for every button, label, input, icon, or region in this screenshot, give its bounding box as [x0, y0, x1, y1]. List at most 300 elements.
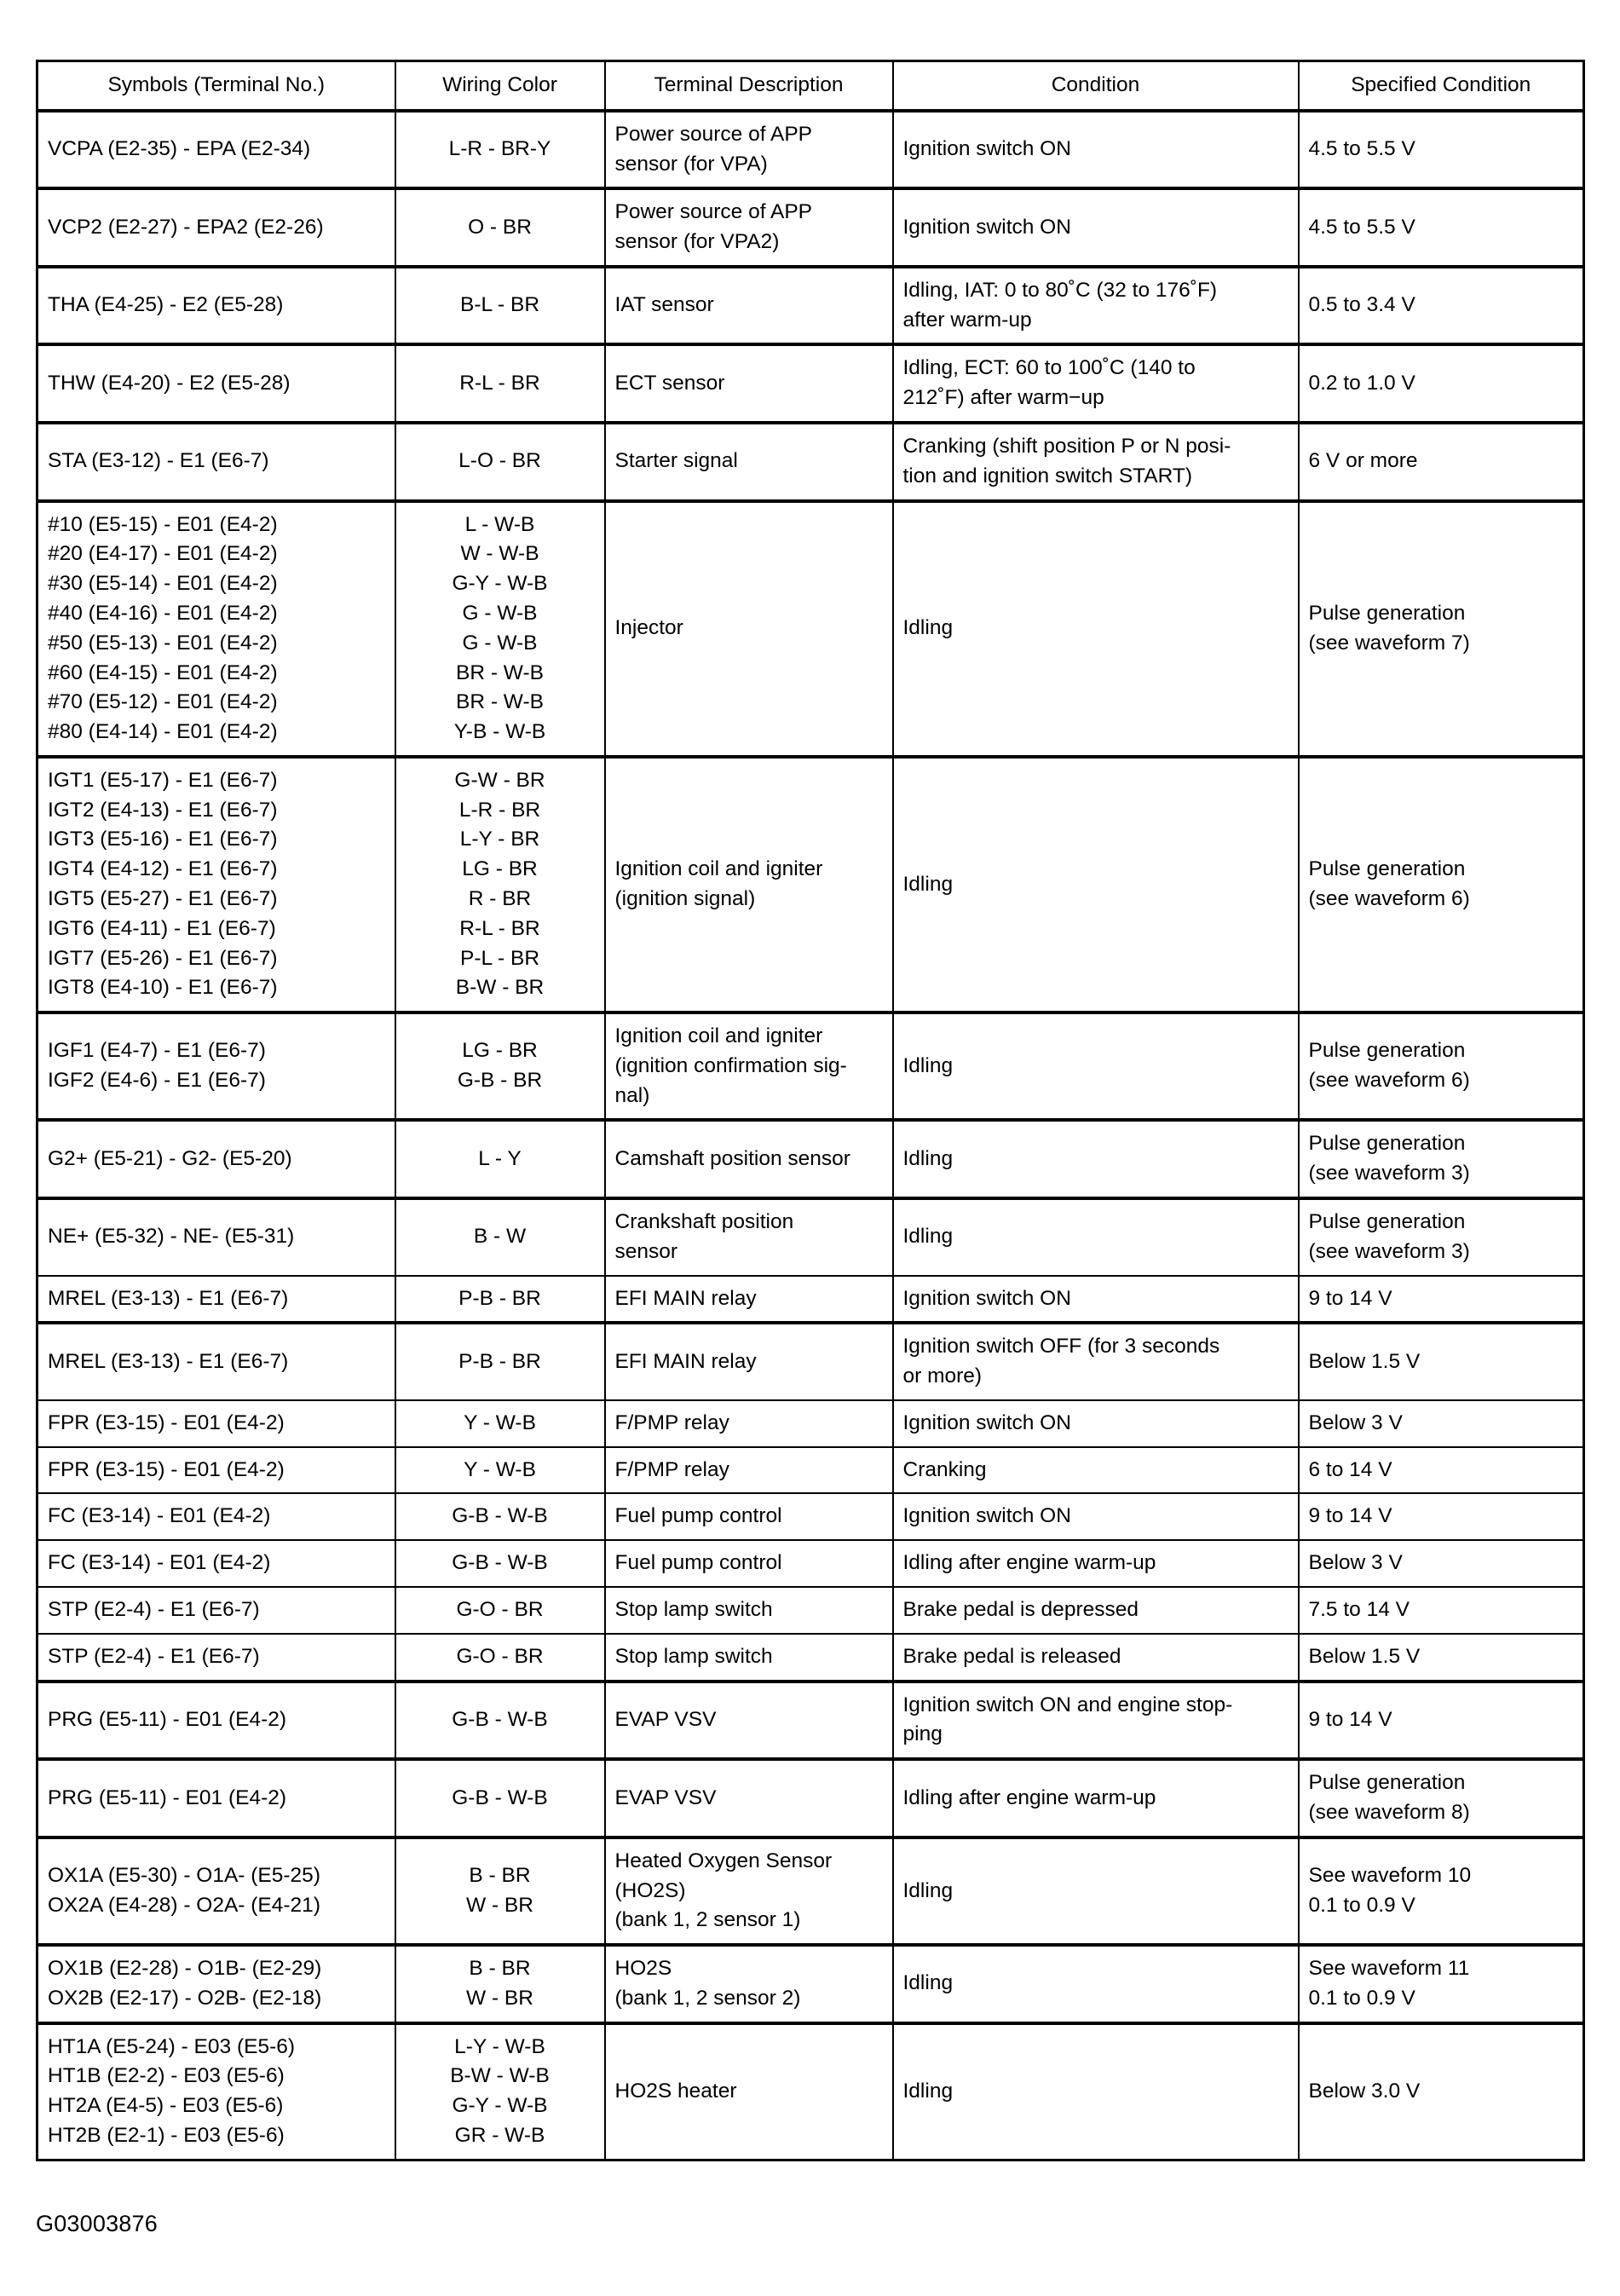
- table-row: [37, 1120, 1584, 1198]
- table-row: [37, 1759, 1584, 1837]
- cell-symbols-line: NE+ (E5-32) - NE- (E5-31): [48, 1225, 295, 1249]
- table-header-row: [37, 61, 1584, 111]
- cell-wiring_color-line: L-Y - W-B: [454, 2034, 545, 2058]
- cell-specified: [1299, 423, 1584, 501]
- cell-description-line: F/PMP relay: [614, 1457, 729, 1481]
- cell-specified-line: 0.1 to 0.9 V: [1308, 1986, 1415, 2010]
- cell-condition: [893, 267, 1299, 345]
- cell-description-line: F/PMP relay: [614, 1410, 729, 1434]
- cell-wiring_color-line: L - W-B: [464, 512, 535, 536]
- table-row: [37, 757, 1584, 1012]
- cell-condition-line: Idling, ECT: 60 to 100˚C (140 to: [902, 356, 1196, 380]
- cell-specified: [1299, 1012, 1584, 1120]
- cell-wiring_color-line: P-B - BR: [458, 1286, 541, 1310]
- cell-symbols-line: OX2B (E2-17) - O2B- (E2-18): [48, 1986, 322, 2010]
- cell-wiring_color-line: Y-B - W-B: [453, 720, 546, 744]
- cell-condition: [893, 423, 1299, 501]
- cell-description-line: ECT sensor: [614, 371, 725, 395]
- table-body: [37, 111, 1584, 2160]
- terminal-specification-table: [36, 60, 1585, 2161]
- cell-symbols-line: IGT4 (E4-12) - E1 (E6-7): [48, 857, 278, 881]
- cell-condition-line: Ignition switch OFF (for 3 seconds: [902, 1335, 1220, 1359]
- cell-wiring_color-line: LG - BR: [462, 857, 538, 881]
- cell-symbols: [37, 1120, 395, 1198]
- cell-specified: [1299, 267, 1584, 345]
- cell-specified: [1299, 1120, 1584, 1198]
- cell-symbols: [37, 1447, 395, 1494]
- cell-wiring_color-line: G-Y - W-B: [452, 2094, 548, 2118]
- cell-symbols-line: HT2A (E4-5) - E03 (E5-6): [48, 2094, 284, 2118]
- cell-wiring_color-line: L-R - BR: [458, 798, 541, 822]
- cell-wiring_color: [395, 1587, 605, 1634]
- cell-description: [605, 1682, 893, 1760]
- cell-symbols-line: HT1B (E2-2) - E03 (E5-6): [48, 2064, 285, 2088]
- cell-wiring_color: [395, 267, 605, 345]
- cell-wiring_color-line: W - W-B: [460, 542, 539, 566]
- cell-wiring_color-line: GR - W-B: [454, 2123, 545, 2147]
- cell-specified-line: (see waveform 3): [1308, 1239, 1470, 1263]
- cell-description: [605, 1276, 893, 1324]
- cell-wiring_color-line: P-B - BR: [458, 1349, 541, 1373]
- cell-symbols: [37, 1540, 395, 1587]
- cell-symbols: [37, 423, 395, 501]
- cell-wiring_color-line: G-B - W-B: [452, 1551, 548, 1575]
- cell-wiring_color: [395, 1323, 605, 1400]
- cell-symbols-line: IGF2 (E4-6) - E1 (E6-7): [48, 1069, 266, 1093]
- cell-symbols: [37, 757, 395, 1012]
- cell-wiring_color: [395, 1759, 605, 1837]
- cell-specified-line: 4.5 to 5.5 V: [1308, 137, 1415, 161]
- cell-symbols-line: IGT3 (E5-16) - E1 (E6-7): [48, 828, 278, 851]
- cell-specified: [1299, 188, 1584, 267]
- cell-specified: [1299, 757, 1584, 1012]
- cell-symbols-line: STA (E3-12) - E1 (E6-7): [48, 449, 269, 473]
- cell-description: [605, 757, 893, 1012]
- cell-symbols-line: FC (E3-14) - E01 (E4-2): [48, 1504, 271, 1528]
- cell-symbols-line: STP (E2-4) - E1 (E6-7): [48, 1644, 260, 1668]
- cell-wiring_color-line: B-W - BR: [455, 976, 545, 1000]
- table-row: [37, 1945, 1584, 2023]
- cell-specified-line: (see waveform 7): [1308, 631, 1470, 655]
- cell-symbols-line: IGT8 (E4-10) - E1 (E6-7): [48, 976, 278, 1000]
- cell-description: [605, 1759, 893, 1837]
- cell-condition-line: Idling: [902, 1878, 954, 1902]
- cell-symbols: [37, 1012, 395, 1120]
- cell-symbols: [37, 344, 395, 423]
- table-row: [37, 1012, 1584, 1120]
- cell-symbols-line: THW (E4-20) - E2 (E5-28): [48, 371, 291, 395]
- cell-symbols-line: HT1A (E5-24) - E03 (E5-6): [48, 2034, 296, 2058]
- cell-condition-line: Brake pedal is depressed: [902, 1598, 1139, 1622]
- cell-specified: [1299, 111, 1584, 189]
- cell-condition: [893, 1493, 1299, 1540]
- column-header-wiring-color: Wiring Color: [395, 61, 605, 111]
- cell-symbols: [37, 2023, 395, 2160]
- table-header: [37, 61, 1584, 111]
- cell-description-line: Camshaft position sensor: [614, 1146, 850, 1170]
- cell-condition-line: Idling: [902, 1053, 954, 1077]
- cell-symbols-line: #60 (E4-15) - E01 (E4-2): [48, 661, 278, 684]
- cell-description-line: (bank 1, 2 sensor 1): [614, 1908, 801, 1932]
- cell-wiring_color-line: G-B - W-B: [452, 1707, 548, 1731]
- terminal-specification-table-container: [36, 60, 1583, 2161]
- cell-wiring_color-line: L-R - BR-Y: [448, 137, 551, 161]
- cell-symbols: [37, 1759, 395, 1837]
- cell-symbols-line: PRG (E5-11) - E01 (E4-2): [48, 1785, 287, 1809]
- cell-condition-line: Idling: [902, 1225, 954, 1249]
- cell-condition: [893, 501, 1299, 757]
- cell-symbols-line: IGT6 (E4-11) - E1 (E6-7): [48, 916, 276, 940]
- cell-condition-line: 212˚F) after warm−up: [902, 386, 1104, 410]
- cell-description-line: (ignition confirmation sig-: [614, 1053, 847, 1077]
- cell-condition-line: Idling: [902, 1146, 954, 1170]
- cell-description: [605, 2023, 893, 2160]
- cell-condition-line: or more): [902, 1364, 983, 1388]
- cell-symbols: [37, 1198, 395, 1276]
- cell-description-line: Heated Oxygen Sensor: [614, 1849, 833, 1872]
- cell-specified-line: Below 1.5 V: [1308, 1349, 1421, 1373]
- cell-condition: [893, 1634, 1299, 1682]
- cell-description-line: Fuel pump control: [614, 1551, 782, 1575]
- cell-specified-line: Pulse generation: [1308, 1039, 1466, 1063]
- cell-description-line: HO2S: [614, 1957, 672, 1981]
- cell-specified: [1299, 1837, 1584, 1945]
- cell-condition-line: Idling: [902, 616, 954, 640]
- cell-condition-line: Idling, IAT: 0 to 80˚C (32 to 176˚F): [902, 278, 1218, 302]
- cell-condition-line: Idling after engine warm-up: [902, 1551, 1156, 1575]
- cell-symbols-line: #70 (E5-12) - E01 (E4-2): [48, 690, 278, 714]
- cell-specified: [1299, 1493, 1584, 1540]
- table-row: [37, 188, 1584, 267]
- cell-description: [605, 267, 893, 345]
- cell-specified: [1299, 2023, 1584, 2160]
- cell-specified: [1299, 1400, 1584, 1447]
- cell-wiring_color-line: L - Y: [478, 1146, 522, 1170]
- cell-wiring_color-line: B - BR: [469, 1864, 531, 1888]
- cell-wiring_color: [395, 1012, 605, 1120]
- cell-specified-line: 6 to 14 V: [1308, 1457, 1392, 1481]
- cell-symbols-line: VCPA (E2-35) - EPA (E2-34): [48, 137, 311, 161]
- cell-symbols: [37, 1276, 395, 1324]
- cell-specified: [1299, 1323, 1584, 1400]
- cell-description-line: EFI MAIN relay: [614, 1286, 757, 1310]
- cell-condition: [893, 1540, 1299, 1587]
- cell-wiring_color-line: R - BR: [468, 886, 532, 910]
- cell-wiring_color-line: R-L - BR: [459, 371, 540, 395]
- cell-specified-line: 9 to 14 V: [1308, 1707, 1392, 1731]
- cell-specified-line: 9 to 14 V: [1308, 1286, 1392, 1310]
- cell-specified: [1299, 501, 1584, 757]
- cell-specified-line: Pulse generation: [1308, 1210, 1466, 1233]
- cell-description-line: HO2S heater: [614, 2079, 737, 2103]
- cell-specified: [1299, 1276, 1584, 1324]
- cell-symbols: [37, 111, 395, 189]
- cell-symbols-line: OX1B (E2-28) - O1B- (E2-29): [48, 1957, 322, 1981]
- cell-wiring_color: [395, 1447, 605, 1494]
- cell-wiring_color: [395, 1634, 605, 1682]
- cell-specified: [1299, 1587, 1584, 1634]
- cell-description: [605, 1400, 893, 1447]
- cell-symbols-line: #10 (E5-15) - E01 (E4-2): [48, 512, 278, 536]
- cell-condition-line: ping: [902, 1722, 943, 1746]
- cell-symbols-line: #40 (E4-16) - E01 (E4-2): [48, 601, 278, 625]
- cell-condition-line: tion and ignition switch START): [902, 464, 1193, 487]
- cell-symbols-line: OX1A (E5-30) - O1A- (E5-25): [48, 1864, 320, 1888]
- cell-wiring_color: [395, 2023, 605, 2160]
- cell-symbols-line: MREL (E3-13) - E1 (E6-7): [48, 1286, 289, 1310]
- cell-specified-line: 7.5 to 14 V: [1308, 1598, 1410, 1622]
- cell-wiring_color-line: G-B - BR: [457, 1069, 543, 1093]
- cell-symbols-line: IGT1 (E5-17) - E1 (E6-7): [48, 768, 278, 792]
- table-row: [37, 344, 1584, 423]
- cell-description-line: (HO2S): [614, 1878, 686, 1902]
- cell-specified-line: 9 to 14 V: [1308, 1504, 1392, 1528]
- cell-symbols-line: IGT2 (E4-13) - E1 (E6-7): [48, 798, 278, 822]
- cell-wiring_color: [395, 423, 605, 501]
- cell-symbols-line: HT2B (E2-1) - E03 (E5-6): [48, 2123, 285, 2147]
- cell-condition: [893, 1276, 1299, 1324]
- cell-specified-line: Below 3 V: [1308, 1551, 1403, 1575]
- table-row: [37, 1276, 1584, 1324]
- cell-specified-line: See waveform 11: [1308, 1957, 1470, 1981]
- cell-description: [605, 111, 893, 189]
- cell-wiring_color: [395, 1945, 605, 2023]
- cell-wiring_color-line: BR - W-B: [456, 661, 544, 684]
- cell-symbols: [37, 267, 395, 345]
- cell-wiring_color-line: W - BR: [466, 1893, 533, 1917]
- cell-description-line: sensor (for VPA): [614, 152, 768, 176]
- cell-wiring_color-line: Y - W-B: [464, 1410, 536, 1434]
- cell-description-line: (bank 1, 2 sensor 2): [614, 1986, 801, 2010]
- cell-wiring_color: [395, 1120, 605, 1198]
- cell-condition-line: Ignition switch ON: [902, 1504, 1071, 1528]
- cell-condition: [893, 344, 1299, 423]
- cell-description-line: Stop lamp switch: [614, 1598, 773, 1622]
- cell-specified-line: See waveform 10: [1308, 1864, 1472, 1888]
- cell-wiring_color: [395, 1540, 605, 1587]
- cell-description: [605, 1837, 893, 1945]
- cell-wiring_color-line: G-O - BR: [456, 1598, 544, 1622]
- cell-wiring_color: [395, 1400, 605, 1447]
- cell-symbols-line: VCP2 (E2-27) - EPA2 (E2-26): [48, 215, 324, 239]
- cell-description: [605, 501, 893, 757]
- cell-description: [605, 1540, 893, 1587]
- cell-description-line: Injector: [614, 616, 683, 640]
- cell-description-line: sensor (for VPA2): [614, 230, 780, 254]
- table-row: [37, 111, 1584, 189]
- cell-condition-line: after warm-up: [902, 308, 1032, 332]
- cell-wiring_color-line: G - W-B: [462, 631, 538, 655]
- cell-specified: [1299, 1198, 1584, 1276]
- cell-description: [605, 1493, 893, 1540]
- cell-condition: [893, 1447, 1299, 1494]
- cell-symbols-line: STP (E2-4) - E1 (E6-7): [48, 1598, 260, 1622]
- cell-condition-line: Cranking (shift position P or N posi-: [902, 435, 1231, 459]
- figure-reference-code: G03003876: [36, 2211, 158, 2236]
- cell-symbols: [37, 1587, 395, 1634]
- cell-wiring_color-line: W - BR: [466, 1986, 533, 2010]
- cell-symbols: [37, 1493, 395, 1540]
- cell-specified-line: Below 3.0 V: [1308, 2079, 1421, 2103]
- cell-condition-line: Cranking: [902, 1457, 987, 1481]
- cell-wiring_color-line: R-L - BR: [459, 916, 540, 940]
- cell-specified: [1299, 1447, 1584, 1494]
- cell-description-line: Fuel pump control: [614, 1504, 782, 1528]
- column-header-specified-condition: Specified Condition: [1299, 61, 1584, 111]
- cell-condition-line: Idling: [902, 872, 954, 896]
- cell-condition-line: Ignition switch ON and engine stop-: [902, 1693, 1233, 1716]
- cell-symbols-line: MREL (E3-13) - E1 (E6-7): [48, 1349, 289, 1373]
- cell-symbols-line: PRG (E5-11) - E01 (E4-2): [48, 1707, 287, 1731]
- cell-wiring_color-line: B-L - BR: [459, 293, 540, 317]
- cell-condition: [893, 1198, 1299, 1276]
- column-header-condition: Condition: [893, 61, 1299, 111]
- cell-wiring_color: [395, 1493, 605, 1540]
- cell-condition-line: Brake pedal is released: [902, 1644, 1121, 1668]
- cell-description-line: sensor: [614, 1239, 678, 1263]
- cell-wiring_color: [395, 1276, 605, 1324]
- table-row: [37, 1540, 1584, 1587]
- cell-condition: [893, 1323, 1299, 1400]
- cell-condition: [893, 1120, 1299, 1198]
- table-row: [37, 1837, 1584, 1945]
- cell-wiring_color-line: Y - W-B: [464, 1457, 536, 1481]
- cell-description: [605, 1634, 893, 1682]
- cell-wiring_color: [395, 1682, 605, 1760]
- cell-description-line: Crankshaft position: [614, 1210, 794, 1233]
- cell-wiring_color: [395, 1837, 605, 1945]
- cell-symbols-line: #50 (E5-13) - E01 (E4-2): [48, 631, 278, 655]
- table-row: [37, 1587, 1584, 1634]
- cell-wiring_color-line: G-B - W-B: [452, 1785, 548, 1809]
- cell-condition-line: Ignition switch ON: [902, 1410, 1071, 1434]
- cell-wiring_color: [395, 757, 605, 1012]
- cell-wiring_color-line: B - BR: [469, 1957, 531, 1981]
- cell-specified-line: (see waveform 6): [1308, 1069, 1470, 1093]
- table-row: [37, 1682, 1584, 1760]
- cell-condition: [893, 1012, 1299, 1120]
- table-row: [37, 501, 1584, 757]
- cell-symbols-line: #80 (E4-14) - E01 (E4-2): [48, 720, 278, 744]
- cell-condition: [893, 757, 1299, 1012]
- cell-condition: [893, 1587, 1299, 1634]
- cell-description-line: Power source of APP: [614, 122, 813, 146]
- cell-wiring_color-line: G-B - W-B: [452, 1504, 548, 1528]
- table-row: [37, 1634, 1584, 1682]
- cell-description-line: Ignition coil and igniter: [614, 857, 823, 881]
- cell-wiring_color-line: L-Y - BR: [459, 828, 540, 851]
- cell-description-line: EVAP VSV: [614, 1707, 717, 1731]
- cell-description: [605, 1323, 893, 1400]
- cell-wiring_color: [395, 188, 605, 267]
- column-header-terminal-description: Terminal Description: [605, 61, 893, 111]
- cell-condition-line: Idling: [902, 1971, 954, 1995]
- cell-symbols-line: G2+ (E5-21) - G2- (E5-20): [48, 1146, 292, 1170]
- cell-wiring_color-line: O - BR: [468, 215, 532, 239]
- cell-description: [605, 1447, 893, 1494]
- cell-wiring_color-line: LG - BR: [462, 1039, 538, 1063]
- cell-condition-line: Idling: [902, 2079, 954, 2103]
- cell-specified: [1299, 1682, 1584, 1760]
- cell-condition: [893, 188, 1299, 267]
- cell-description: [605, 1120, 893, 1198]
- cell-condition-line: Idling after engine warm-up: [902, 1785, 1156, 1809]
- table-row: [37, 2023, 1584, 2160]
- cell-specified: [1299, 1945, 1584, 2023]
- cell-condition: [893, 2023, 1299, 2160]
- cell-condition: [893, 111, 1299, 189]
- cell-description-line: Power source of APP: [614, 200, 813, 224]
- cell-symbols: [37, 1682, 395, 1760]
- cell-symbols: [37, 188, 395, 267]
- cell-description: [605, 1945, 893, 2023]
- cell-condition-line: Ignition switch ON: [902, 1286, 1071, 1310]
- cell-symbols: [37, 1323, 395, 1400]
- cell-specified-line: Pulse generation: [1308, 601, 1466, 625]
- table-row: [37, 1447, 1584, 1494]
- cell-specified-line: Pulse generation: [1308, 1132, 1466, 1156]
- cell-description-line: IAT sensor: [614, 293, 714, 317]
- cell-wiring_color-line: G - W-B: [462, 601, 538, 625]
- table-row: [37, 1400, 1584, 1447]
- cell-condition: [893, 1400, 1299, 1447]
- table-row: [37, 1493, 1584, 1540]
- cell-description: [605, 1198, 893, 1276]
- cell-condition: [893, 1759, 1299, 1837]
- cell-wiring_color-line: G-Y - W-B: [452, 572, 548, 596]
- cell-specified-line: (see waveform 3): [1308, 1162, 1470, 1185]
- cell-description: [605, 1587, 893, 1634]
- cell-wiring_color: [395, 344, 605, 423]
- cell-description-line: nal): [614, 1083, 650, 1107]
- cell-symbols: [37, 1400, 395, 1447]
- cell-specified-line: Pulse generation: [1308, 857, 1466, 881]
- cell-symbols-line: FC (E3-14) - E01 (E4-2): [48, 1551, 271, 1575]
- cell-description-line: Ignition coil and igniter: [614, 1024, 823, 1048]
- cell-specified-line: 0.2 to 1.0 V: [1308, 371, 1415, 395]
- cell-wiring_color: [395, 111, 605, 189]
- cell-condition: [893, 1682, 1299, 1760]
- cell-specified-line: 6 V or more: [1308, 449, 1418, 473]
- cell-description-line: (ignition signal): [614, 886, 756, 910]
- cell-wiring_color: [395, 501, 605, 757]
- cell-specified-line: Below 3 V: [1308, 1410, 1403, 1434]
- cell-specified-line: Below 1.5 V: [1308, 1644, 1421, 1668]
- cell-symbols-line: #30 (E5-14) - E01 (E4-2): [48, 572, 278, 596]
- cell-specified-line: 0.1 to 0.9 V: [1308, 1893, 1415, 1917]
- cell-symbols: [37, 1837, 395, 1945]
- cell-symbols-line: IGF1 (E4-7) - E1 (E6-7): [48, 1039, 266, 1063]
- cell-condition: [893, 1837, 1299, 1945]
- cell-specified: [1299, 1759, 1584, 1837]
- cell-condition-line: Ignition switch ON: [902, 137, 1071, 161]
- cell-symbols-line: FPR (E3-15) - E01 (E4-2): [48, 1410, 285, 1434]
- cell-symbols: [37, 501, 395, 757]
- cell-specified-line: (see waveform 8): [1308, 1800, 1470, 1824]
- cell-description: [605, 188, 893, 267]
- cell-symbols-line: IGT5 (E5-27) - E1 (E6-7): [48, 886, 278, 910]
- cell-wiring_color-line: B - W: [473, 1225, 527, 1249]
- cell-condition-line: Ignition switch ON: [902, 215, 1071, 239]
- cell-description: [605, 344, 893, 423]
- cell-specified: [1299, 344, 1584, 423]
- cell-specified-line: 4.5 to 5.5 V: [1308, 215, 1415, 239]
- cell-wiring_color-line: B-W - W-B: [450, 2064, 550, 2088]
- cell-wiring_color-line: G-W - BR: [454, 768, 545, 792]
- cell-symbols-line: OX2A (E4-28) - O2A- (E4-21): [48, 1893, 320, 1917]
- cell-symbols: [37, 1945, 395, 2023]
- cell-description-line: Stop lamp switch: [614, 1644, 773, 1668]
